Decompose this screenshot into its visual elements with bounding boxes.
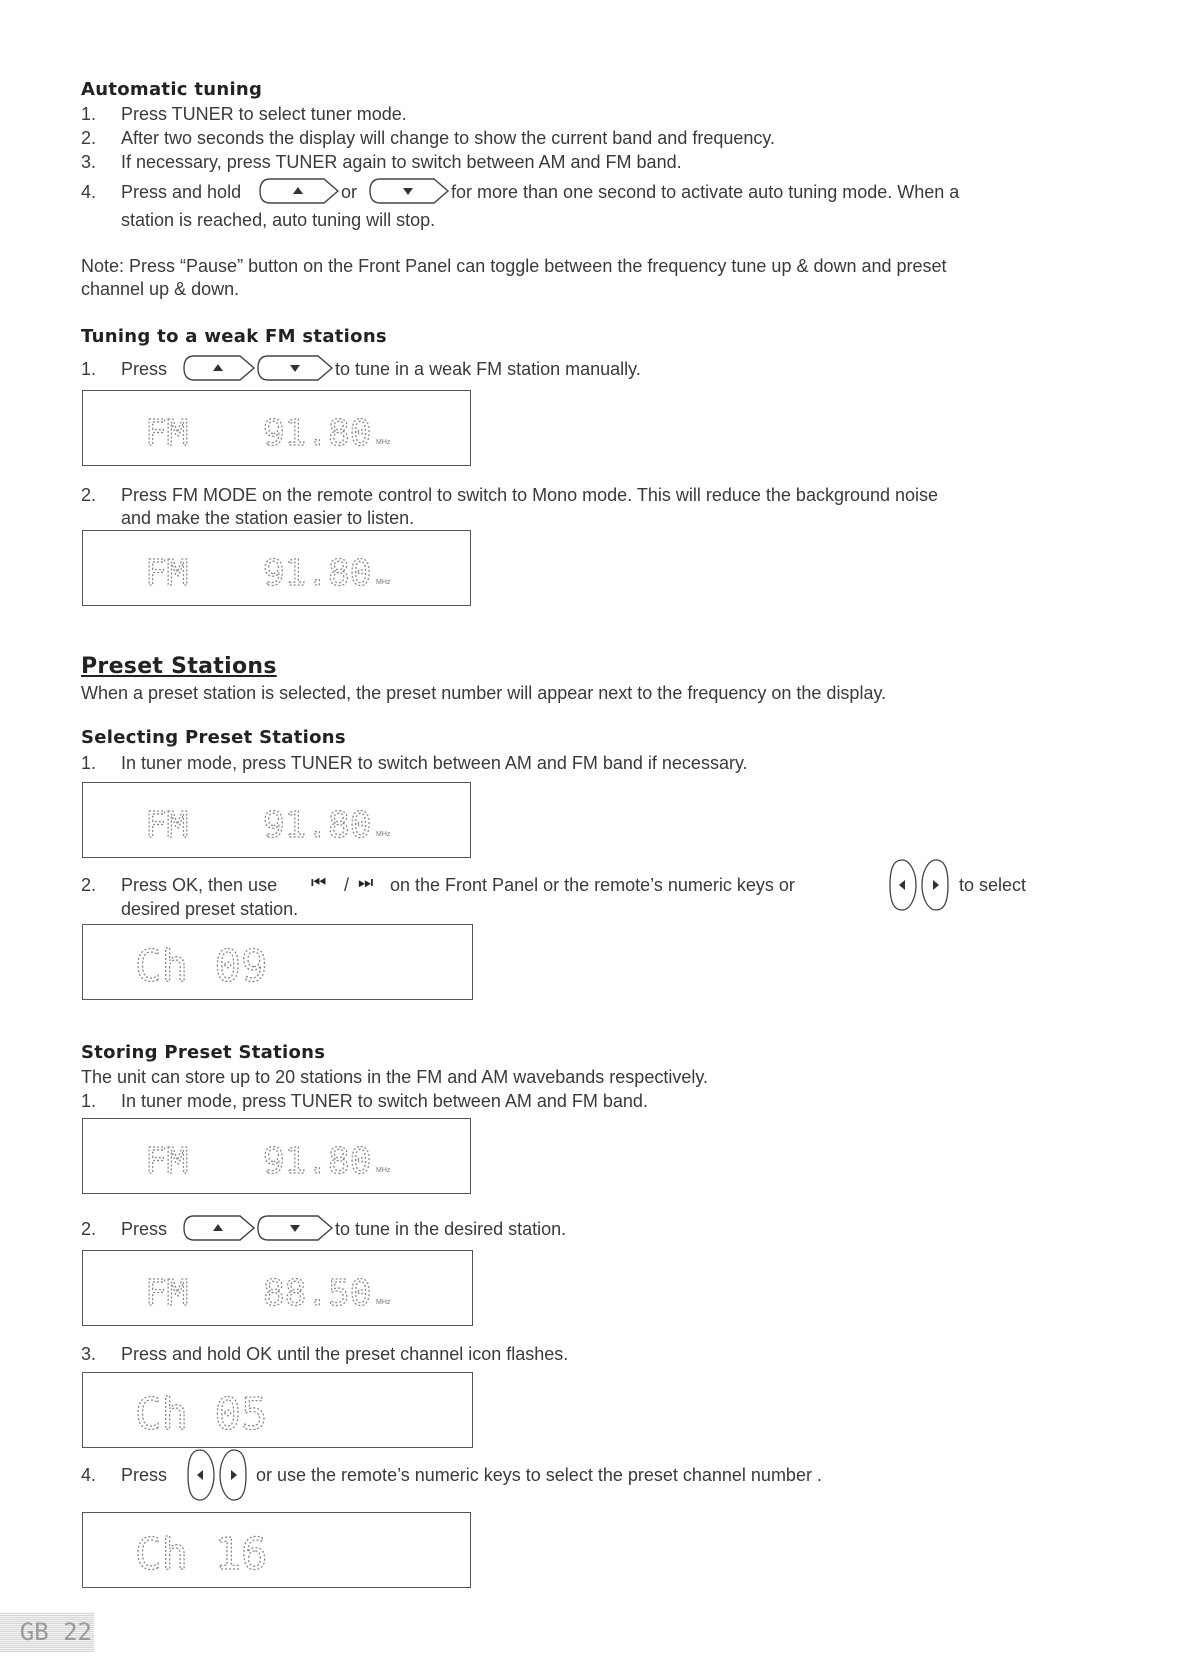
step-text: Press TUNER to select tuner mode.: [121, 104, 407, 124]
note-text: channel up & down.: [81, 279, 240, 299]
display-band: FM: [145, 553, 189, 594]
display-unit: MHz: [376, 1299, 391, 1306]
step-text: to tune in the desired station.: [335, 1219, 567, 1239]
step-text: or use the remote’s numeric keys to select the preset channel number .: [256, 1465, 822, 1485]
note-text: Note: Press “Pause” button on the Front Panel can toggle between the frequency tune up & down and preset: [81, 256, 947, 276]
step-number: 2.: [81, 128, 97, 148]
step-text: Press and hold: [121, 182, 242, 202]
lcd-display: [82, 1372, 473, 1448]
display-band: FM: [145, 1273, 189, 1314]
left-right-buttons-icon: [186, 1448, 248, 1502]
lcd-display: [82, 530, 471, 606]
next-track-icon: ⏭: [358, 873, 374, 892]
intro-text: When a preset station is selected, the preset number will appear next to the frequency on the display.: [81, 683, 887, 703]
down-button-icon: [256, 353, 334, 383]
step-number: 1.: [81, 359, 97, 379]
display-frequency: 91.80: [263, 553, 372, 594]
display-channel: Ch 09: [135, 941, 268, 992]
step-number: 1.: [81, 104, 97, 124]
step-text: to select: [959, 875, 1027, 895]
page-number: GB 22: [0, 1612, 94, 1652]
down-button-icon: [256, 1213, 334, 1243]
display-unit: MHz: [376, 439, 391, 446]
step-text: In tuner mode, press TUNER to switch between AM and FM band.: [121, 1091, 648, 1111]
step-number: 2.: [81, 875, 97, 895]
heading-selecting-preset: Selecting Preset Stations: [81, 727, 346, 748]
heading-automatic-tuning: Automatic tuning: [81, 79, 263, 100]
step-text: Press OK, then use: [121, 875, 278, 895]
up-button-icon: [258, 176, 340, 206]
lcd-display: [82, 782, 471, 858]
up-button-icon: [182, 1213, 256, 1243]
separator: /: [344, 875, 350, 895]
step-number: 2.: [81, 485, 97, 505]
display-unit: MHz: [376, 1167, 391, 1174]
step-text: on the Front Panel or the remote’s numeric keys or: [390, 875, 795, 895]
display-frequency: 91.80: [263, 413, 372, 454]
lcd-display: [82, 924, 473, 1000]
step-number: 1.: [81, 753, 97, 773]
step-text: Press: [121, 359, 168, 379]
display-unit: MHz: [376, 831, 391, 838]
display-channel: Ch 05: [135, 1389, 268, 1440]
step-text: Press: [121, 1219, 168, 1239]
lcd-display: [82, 1118, 471, 1194]
step-text: Press FM MODE on the remote control to switch to Mono mode. This will reduce the background noise: [121, 485, 939, 505]
step-number: 1.: [81, 1091, 97, 1111]
step-text: After two seconds the display will change to show the current band and frequency.: [121, 128, 776, 148]
lcd-display: [82, 1512, 471, 1588]
step-text: or: [341, 182, 358, 202]
display-band: FM: [145, 805, 189, 846]
step-text: station is reached, auto tuning will stop.: [121, 210, 436, 230]
step-text: Press: [121, 1465, 168, 1485]
lcd-display: [82, 390, 471, 466]
lcd-display: [82, 1250, 473, 1326]
step-number: 2.: [81, 1219, 97, 1239]
display-frequency: 91.80: [263, 805, 372, 846]
step-text: desired preset station.: [121, 899, 299, 919]
heading-storing-preset: Storing Preset Stations: [81, 1042, 326, 1063]
heading-weak-fm: Tuning to a weak FM stations: [81, 326, 387, 347]
display-channel: Ch 16: [135, 1529, 268, 1580]
up-button-icon: [182, 353, 256, 383]
display-band: FM: [145, 413, 189, 454]
display-frequency: 91.80: [263, 1141, 372, 1182]
previous-track-icon: ⏮: [311, 873, 327, 892]
step-text: If necessary, press TUNER again to switch between AM and FM band.: [121, 152, 682, 172]
intro-text: The unit can store up to 20 stations in the FM and AM wavebands respectively.: [81, 1067, 709, 1087]
step-text: In tuner mode, press TUNER to switch between AM and FM band if necessary.: [121, 753, 748, 773]
step-text: to tune in a weak FM station manually.: [335, 359, 641, 379]
step-number: 4.: [81, 182, 97, 202]
heading-preset-stations: Preset Stations: [81, 654, 277, 679]
display-band: FM: [145, 1141, 189, 1182]
step-number: 3.: [81, 1344, 97, 1364]
step-text: for more than one second to activate auto tuning mode. When a: [451, 182, 960, 202]
step-text: Press and hold OK until the preset channel icon flashes.: [121, 1344, 569, 1364]
display-frequency: 88.50: [263, 1273, 372, 1314]
left-right-buttons-icon: [888, 858, 950, 912]
step-number: 4.: [81, 1465, 97, 1485]
step-text: and make the station easier to listen.: [121, 508, 415, 528]
display-unit: MHz: [376, 579, 391, 586]
down-button-icon: [368, 176, 450, 206]
step-number: 3.: [81, 152, 97, 172]
